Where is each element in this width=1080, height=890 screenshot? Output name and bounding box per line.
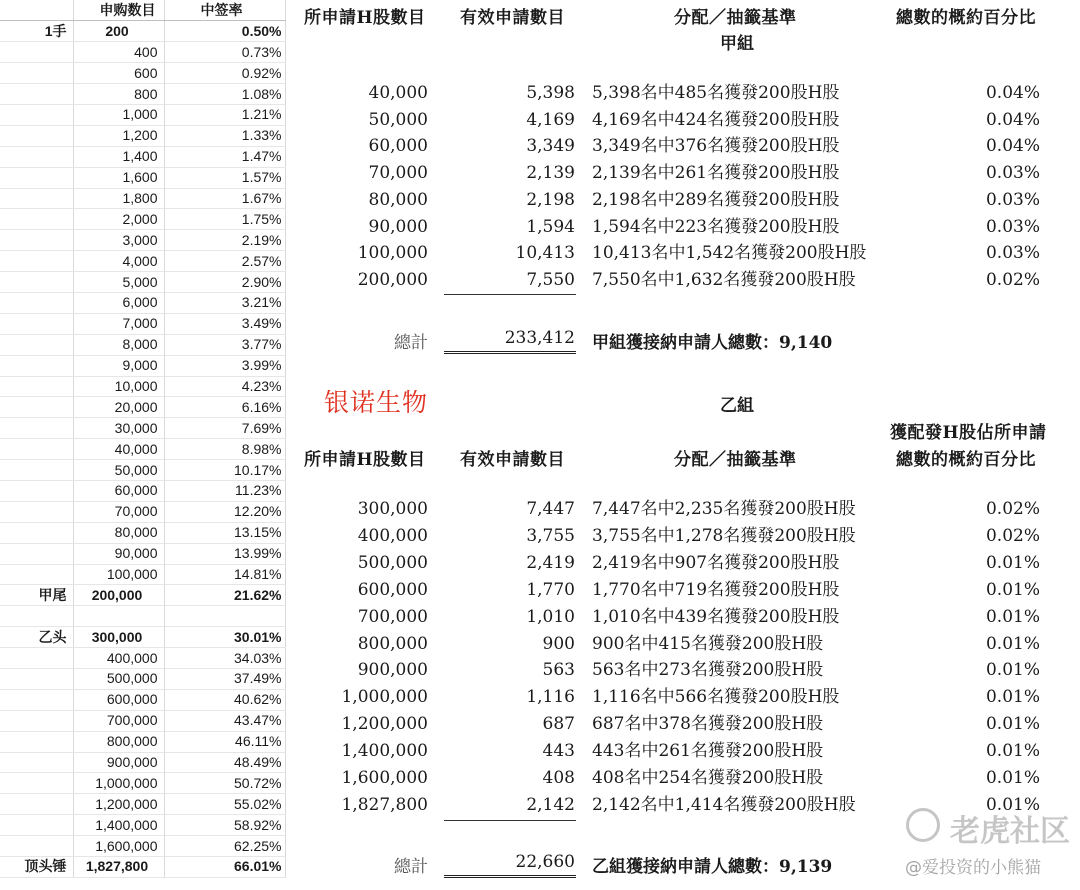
- group-a-row: [286, 214, 1080, 240]
- sheet-row: [0, 313, 285, 334]
- cell-shares: 40,000: [368, 83, 428, 103]
- sheet-row: [0, 188, 285, 209]
- sheet-row: [0, 167, 285, 188]
- sheet-cell-amount: 6,000: [73, 292, 164, 313]
- sheet-cell-tier: [0, 104, 73, 125]
- sheet-cell-tier: [0, 418, 73, 439]
- sheet-cell-amount: 60,000: [73, 480, 164, 501]
- cell-shares: 300,000: [357, 499, 428, 519]
- sheet-row: [0, 627, 285, 648]
- sheet-cell-tier: [0, 334, 73, 355]
- sheet-cell-rate: 1.75%: [164, 209, 285, 230]
- cell-valid-applications: 3,755: [526, 525, 575, 546]
- cell-approx-percentage: 0.01%: [985, 714, 1040, 735]
- sheet-cell-tier: [0, 292, 73, 313]
- cell-approx-percentage: 0.01%: [985, 687, 1040, 708]
- group-b-row: [286, 577, 1080, 603]
- sheet-cell-rate: 1.67%: [164, 188, 285, 209]
- group-a-row: [286, 187, 1080, 213]
- sheet-header-rate: 中签率: [164, 0, 285, 21]
- sheet-header-row: [0, 0, 285, 21]
- group-b-total-rule: [444, 875, 576, 880]
- sheet-cell-tier: [0, 42, 73, 63]
- group-a-row: [286, 160, 1080, 186]
- cell-allocation-basis: 2,419名中907名獲發200股H股: [592, 552, 840, 573]
- sheet-cell-rate: 2.57%: [164, 251, 285, 272]
- cell-valid-applications: 687: [542, 714, 575, 735]
- sheet-row: [0, 689, 285, 710]
- group-a-header-pct: 總數的概約百分比: [896, 8, 1036, 28]
- sheet-cell-tier: [0, 501, 73, 522]
- cell-valid-applications: 2,198: [526, 189, 575, 210]
- sheet-cell-rate: 2.90%: [164, 272, 285, 293]
- sheet-cell-amount: 7,000: [73, 313, 164, 334]
- cell-shares: 600,000: [357, 579, 428, 600]
- sheet-cell-tier: [0, 731, 73, 752]
- cell-shares: 1,827,800: [341, 794, 428, 815]
- sheet-cell-rate: 21.62%: [164, 585, 285, 606]
- stock-name: 银诺生物: [324, 388, 429, 417]
- sheet-cell-amount: 1,400: [73, 146, 164, 167]
- watermark-brand: 老虎社区: [950, 814, 1070, 849]
- sheet-cell-rate: 1.08%: [164, 84, 285, 105]
- sheet-cell-tier: 顶头锤: [0, 857, 73, 878]
- cell-valid-applications: 1,770: [526, 579, 575, 600]
- sheet-row: [0, 397, 285, 418]
- group-a-total-rule: [444, 351, 576, 356]
- cell-approx-percentage: 0.03%: [985, 163, 1040, 184]
- group-b-total-value: 22,660: [515, 852, 575, 872]
- sheet-cell-tier: [0, 146, 73, 167]
- sheet-cell-amount: 50,000: [73, 460, 164, 481]
- cell-allocation-basis: 1,116名中566名獲發200股H股: [592, 687, 840, 708]
- cell-approx-percentage: 0.03%: [985, 243, 1040, 264]
- sheet-cell-amount: 20,000: [73, 397, 164, 418]
- group-a-total-value: 233,412: [504, 328, 575, 348]
- sheet-cell-amount: 600: [73, 63, 164, 84]
- cell-valid-applications: 408: [542, 768, 575, 788]
- sheet-cell-tier: [0, 313, 73, 334]
- sheet-cell-amount: 1,600: [73, 167, 164, 188]
- sheet-row: [0, 794, 285, 815]
- allotment-summary-table: [0, 0, 286, 878]
- sheet-row: [0, 815, 285, 836]
- cell-shares: 1,600,000: [341, 768, 428, 788]
- cell-valid-applications: 4,169: [526, 109, 575, 130]
- group-a-row: [286, 133, 1080, 159]
- sheet-row: [0, 543, 285, 564]
- cell-allocation-basis: 900名中415名獲發200股H股: [592, 633, 824, 654]
- cell-allocation-basis: 3,349名中376名獲發200股H股: [592, 136, 840, 157]
- sheet-cell-amount: 5,000: [73, 272, 164, 293]
- sheet-cell-rate: 1.57%: [164, 167, 285, 188]
- cell-approx-percentage: 0.01%: [985, 552, 1040, 573]
- allotment-summary-sheet: [0, 0, 285, 890]
- sheet-row: [0, 585, 285, 606]
- sheet-cell-rate: 2.19%: [164, 230, 285, 251]
- sheet-cell-rate: 0.50%: [164, 21, 285, 42]
- sheet-cell-tier: [0, 355, 73, 376]
- cell-allocation-basis: 443名中261名獲發200股H股: [592, 741, 824, 762]
- sheet-cell-tier: [0, 794, 73, 815]
- sheet-cell-rate: 40.62%: [164, 689, 285, 710]
- sheet-cell-tier: [0, 84, 73, 105]
- sheet-cell-amount: 90,000: [73, 543, 164, 564]
- sheet-row: [0, 209, 285, 230]
- cell-approx-percentage: 0.01%: [985, 794, 1040, 815]
- sheet-cell-amount: 200,000: [73, 585, 164, 606]
- sheet-cell-tier: [0, 460, 73, 481]
- sheet-cell-tier: [0, 376, 73, 397]
- group-a-header-shares: 所申請H股數目: [304, 8, 426, 28]
- sheet-cell-rate: 1.47%: [164, 146, 285, 167]
- sheet-cell-rate: 0.92%: [164, 63, 285, 84]
- sheet-cell-rate: 3.99%: [164, 355, 285, 376]
- sheet-cell-amount: 80,000: [73, 522, 164, 543]
- sheet-cell-tier: 乙头: [0, 627, 73, 648]
- group-b-row: [286, 711, 1080, 737]
- sheet-row: [0, 251, 285, 272]
- group-b-total-label: 總計: [394, 857, 428, 877]
- sheet-cell-rate: 12.20%: [164, 501, 285, 522]
- sheet-row: [0, 63, 285, 84]
- sheet-cell-tier: [0, 836, 73, 857]
- cell-allocation-basis: 3,755名中1,278名獲發200股H股: [592, 525, 856, 546]
- cell-shares: 60,000: [368, 136, 428, 157]
- cell-valid-applications: 10,413: [515, 243, 575, 264]
- sheet-cell-amount: 40,000: [73, 439, 164, 460]
- sheet-row: [0, 146, 285, 167]
- sheet-cell-amount: 200: [73, 21, 164, 42]
- sheet-cell-rate: 3.21%: [164, 292, 285, 313]
- sheet-header-amount: 申购数目: [73, 0, 164, 21]
- group-a-total-label: 總計: [394, 333, 428, 353]
- cell-valid-applications: 1,010: [526, 606, 575, 627]
- sheet-cell-amount: 3,000: [73, 230, 164, 251]
- cell-approx-percentage: 0.01%: [985, 768, 1040, 788]
- group-b-row: [286, 550, 1080, 576]
- cell-shares: 90,000: [368, 216, 428, 237]
- sheet-cell-rate: 37.49%: [164, 669, 285, 690]
- sheet-cell-tier: [0, 752, 73, 773]
- sheet-cell-tier: [0, 564, 73, 585]
- sheet-row: [0, 418, 285, 439]
- sheet-cell-rate: 10.17%: [164, 460, 285, 481]
- cell-approx-percentage: 0.04%: [985, 136, 1040, 157]
- sheet-cell-rate: 11.23%: [164, 480, 285, 501]
- sheet-cell-rate: 8.98%: [164, 439, 285, 460]
- sheet-row: [0, 439, 285, 460]
- prospectus-allotment-table: [286, 0, 1080, 890]
- sheet-cell-amount: 1,827,800: [73, 857, 164, 878]
- cell-shares: 800,000: [357, 633, 428, 654]
- cell-approx-percentage: 0.02%: [985, 269, 1040, 290]
- group-b-row: [286, 657, 1080, 683]
- group-b-header-basis: 分配／抽籤基準: [674, 450, 797, 470]
- cell-shares: 80,000: [368, 189, 428, 210]
- sheet-row: [0, 42, 285, 63]
- cell-valid-applications: 563: [542, 660, 575, 681]
- cell-allocation-basis: 4,169名中424名獲發200股H股: [592, 109, 840, 130]
- cell-allocation-basis: 408名中254名獲發200股H股: [592, 768, 824, 788]
- cell-allocation-basis: 2,198名中289名獲發200股H股: [592, 189, 840, 210]
- sheet-cell-tier: [0, 209, 73, 230]
- sheet-cell-amount: 800,000: [73, 731, 164, 752]
- cell-allocation-basis: 2,139名中261名獲發200股H股: [592, 163, 840, 184]
- sheet-row: [0, 857, 285, 878]
- sheet-cell-rate: 4.23%: [164, 376, 285, 397]
- cell-approx-percentage: 0.04%: [985, 109, 1040, 130]
- sheet-row: [0, 773, 285, 794]
- cell-approx-percentage: 0.01%: [985, 741, 1040, 762]
- group-a-header-basis: 分配／抽籤基準: [674, 8, 797, 28]
- sheet-cell-rate: 7.69%: [164, 418, 285, 439]
- sheet-cell-amount: 30,000: [73, 418, 164, 439]
- cell-shares: 900,000: [357, 660, 428, 681]
- sheet-cell-tier: [0, 439, 73, 460]
- sheet-cell-tier: 甲尾: [0, 585, 73, 606]
- sheet-row: [0, 731, 285, 752]
- sheet-row: [0, 710, 285, 731]
- sheet-cell-tier: 1手: [0, 21, 73, 42]
- group-b-row: [286, 496, 1080, 522]
- cell-approx-percentage: 0.02%: [985, 525, 1040, 546]
- cell-shares: 400,000: [357, 525, 428, 546]
- sheet-cell-amount: 900,000: [73, 752, 164, 773]
- sheet-cell-tier: [0, 397, 73, 418]
- sheet-cell-tier: [0, 251, 73, 272]
- sheet-cell-rate: 1.33%: [164, 125, 285, 146]
- sheet-cell-rate: 3.77%: [164, 334, 285, 355]
- sheet-cell-rate: 30.01%: [164, 627, 285, 648]
- sheet-cell-tier: [0, 815, 73, 836]
- cell-shares: 200,000: [357, 269, 428, 290]
- sheet-cell-tier: [0, 543, 73, 564]
- sheet-cell-tier: [0, 480, 73, 501]
- sheet-row: [0, 460, 285, 481]
- sheet-cell-amount: 400,000: [73, 648, 164, 669]
- sheet-cell-rate: 1.21%: [164, 104, 285, 125]
- sheet-cell-amount: 500,000: [73, 669, 164, 690]
- sheet-cell-tier: [0, 669, 73, 690]
- sheet-cell-amount: 400: [73, 42, 164, 63]
- sheet-cell-rate: 66.01%: [164, 857, 285, 878]
- sheet-cell-amount: 1,200: [73, 125, 164, 146]
- sheet-row: [0, 836, 285, 857]
- sheet-row: [0, 564, 285, 585]
- cell-shares: 1,000,000: [341, 687, 428, 708]
- group-a-row: [286, 240, 1080, 266]
- cell-allocation-basis: 7,550名中1,632名獲發200股H股: [592, 269, 856, 290]
- sheet-row: [0, 272, 285, 293]
- group-b-row: [286, 684, 1080, 710]
- watermark-tiger-icon: [906, 808, 940, 842]
- sheet-cell-amount: 10,000: [73, 376, 164, 397]
- sheet-cell-rate: 50.72%: [164, 773, 285, 794]
- cell-allocation-basis: 2,142名中1,414名獲發200股H股: [592, 794, 856, 815]
- cell-valid-applications: 7,550: [526, 269, 575, 290]
- sheet-cell-amount: 700,000: [73, 710, 164, 731]
- group-b-row: [286, 765, 1080, 791]
- sheet-cell-amount: 100,000: [73, 564, 164, 585]
- sheet-cell-amount: 70,000: [73, 501, 164, 522]
- sheet-header-label: [0, 0, 73, 21]
- group-b-header-pct-line1: 獲配發H股佔所申請: [890, 423, 1047, 443]
- sheet-cell-rate: 3.49%: [164, 313, 285, 334]
- cell-approx-percentage: 0.03%: [985, 189, 1040, 210]
- sheet-cell-rate: 48.49%: [164, 752, 285, 773]
- sheet-row: [0, 84, 285, 105]
- group-b-row: [286, 738, 1080, 764]
- sheet-row: [0, 230, 285, 251]
- sheet-cell-tier: [0, 773, 73, 794]
- cell-approx-percentage: 0.01%: [985, 633, 1040, 654]
- cell-allocation-basis: 687名中378名獲發200股H股: [592, 714, 824, 735]
- sheet-cell-amount: 1,600,000: [73, 836, 164, 857]
- cell-shares: 1,200,000: [341, 714, 428, 735]
- group-b-total-text: 乙組獲接納申請人總數：9,139: [592, 857, 833, 877]
- group-b-header-shares: 所申請H股數目: [304, 450, 426, 470]
- watermark-author: @爱投资的小熊猫: [905, 858, 1041, 878]
- sheet-cell-tier: [0, 188, 73, 209]
- sheet-row: [0, 480, 285, 501]
- sheet-row: [0, 752, 285, 773]
- sheet-cell-tier: [0, 272, 73, 293]
- cell-valid-applications: 900: [542, 633, 575, 654]
- cell-shares: 100,000: [357, 243, 428, 264]
- cell-shares: 700,000: [357, 606, 428, 627]
- sheet-cell-tier: [0, 689, 73, 710]
- sheet-cell-rate: 34.03%: [164, 648, 285, 669]
- cell-approx-percentage: 0.01%: [985, 579, 1040, 600]
- cell-allocation-basis: 5,398名中485名獲發200股H股: [592, 83, 840, 103]
- sheet-cell-tier: [0, 63, 73, 84]
- cell-approx-percentage: 0.01%: [985, 660, 1040, 681]
- sheet-cell-tier: [0, 648, 73, 669]
- sheet-row: [0, 334, 285, 355]
- sheet-cell-rate: 43.47%: [164, 710, 285, 731]
- sheet-cell-tier: [0, 606, 73, 627]
- cell-shares: 500,000: [357, 552, 428, 573]
- sheet-cell-tier: [0, 522, 73, 543]
- cell-shares: 70,000: [368, 163, 428, 184]
- sheet-row: [0, 669, 285, 690]
- cell-allocation-basis: 1,770名中719名獲發200股H股: [592, 579, 840, 600]
- cell-approx-percentage: 0.03%: [985, 216, 1040, 237]
- sheet-cell-amount: 300,000: [73, 627, 164, 648]
- cell-valid-applications: 2,139: [526, 163, 575, 184]
- sheet-cell-amount: 8,000: [73, 334, 164, 355]
- group-b-header-pct-line2: 總數的概約百分比: [896, 450, 1036, 470]
- sheet-row: [0, 501, 285, 522]
- sheet-cell-rate: 13.99%: [164, 543, 285, 564]
- cell-approx-percentage: 0.01%: [985, 606, 1040, 627]
- sheet-cell-amount: [73, 606, 164, 627]
- sheet-cell-rate: [164, 606, 285, 627]
- sheet-cell-tier: [0, 710, 73, 731]
- cell-valid-applications: 3,349: [526, 136, 575, 157]
- sheet-cell-amount: 4,000: [73, 251, 164, 272]
- cell-approx-percentage: 0.04%: [985, 83, 1040, 103]
- sheet-cell-rate: 58.92%: [164, 815, 285, 836]
- cell-allocation-basis: 1,594名中223名獲發200股H股: [592, 216, 840, 237]
- group-b-subtotal-rule: [444, 820, 576, 821]
- sheet-cell-amount: 2,000: [73, 209, 164, 230]
- sheet-cell-tier: [0, 230, 73, 251]
- sheet-row: [0, 376, 285, 397]
- sheet-row: [0, 21, 285, 42]
- cell-allocation-basis: 1,010名中439名獲發200股H股: [592, 606, 840, 627]
- cell-valid-applications: 2,419: [526, 552, 575, 573]
- sheet-row: [0, 104, 285, 125]
- group-a-total-text: 甲組獲接納申請人總數：9,140: [592, 333, 833, 353]
- sheet-cell-amount: 600,000: [73, 689, 164, 710]
- sheet-cell-amount: 1,800: [73, 188, 164, 209]
- sheet-cell-amount: 800: [73, 84, 164, 105]
- sheet-cell-amount: 1,400,000: [73, 815, 164, 836]
- sheet-row: [0, 522, 285, 543]
- cell-valid-applications: 1,116: [526, 687, 575, 708]
- group-b-row: [286, 604, 1080, 630]
- sheet-row: [0, 355, 285, 376]
- sheet-cell-rate: 6.16%: [164, 397, 285, 418]
- cell-valid-applications: 7,447: [526, 499, 575, 519]
- sheet-cell-amount: 9,000: [73, 355, 164, 376]
- group-a-row: [286, 107, 1080, 133]
- cell-allocation-basis: 10,413名中1,542名獲發200股H股: [592, 243, 867, 264]
- group-a-title: 甲組: [720, 34, 754, 54]
- sheet-cell-rate: 14.81%: [164, 564, 285, 585]
- sheet-cell-rate: 55.02%: [164, 794, 285, 815]
- group-a-row: [286, 80, 1080, 106]
- sheet-cell-tier: [0, 125, 73, 146]
- cell-allocation-basis: 7,447名中2,235名獲發200股H股: [592, 499, 856, 519]
- cell-approx-percentage: 0.02%: [985, 499, 1040, 519]
- group-a-row: [286, 267, 1080, 293]
- group-b-row: [286, 523, 1080, 549]
- sheet-cell-amount: 1,000,000: [73, 773, 164, 794]
- group-a-subtotal-rule: [444, 294, 576, 295]
- group-b-row: [286, 631, 1080, 657]
- group-b-title: 乙組: [720, 396, 754, 416]
- sheet-blank-row: [0, 606, 285, 627]
- cell-valid-applications: 2,142: [526, 794, 575, 815]
- group-a-header-valid: 有效申請數目: [460, 8, 565, 28]
- cell-allocation-basis: 563名中273名獲發200股H股: [592, 660, 824, 681]
- sheet-cell-amount: 1,200,000: [73, 794, 164, 815]
- group-b-header-valid: 有效申請數目: [460, 450, 565, 470]
- sheet-row: [0, 125, 285, 146]
- cell-shares: 1,400,000: [341, 741, 428, 762]
- sheet-cell-tier: [0, 167, 73, 188]
- sheet-cell-rate: 46.11%: [164, 731, 285, 752]
- sheet-cell-rate: 0.73%: [164, 42, 285, 63]
- cell-shares: 50,000: [368, 109, 428, 130]
- sheet-cell-rate: 13.15%: [164, 522, 285, 543]
- sheet-cell-amount: 1,000: [73, 104, 164, 125]
- cell-valid-applications: 443: [542, 741, 575, 762]
- cell-valid-applications: 5,398: [526, 83, 575, 103]
- sheet-row: [0, 292, 285, 313]
- cell-valid-applications: 1,594: [526, 216, 575, 237]
- sheet-row: [0, 648, 285, 669]
- sheet-cell-rate: 62.25%: [164, 836, 285, 857]
